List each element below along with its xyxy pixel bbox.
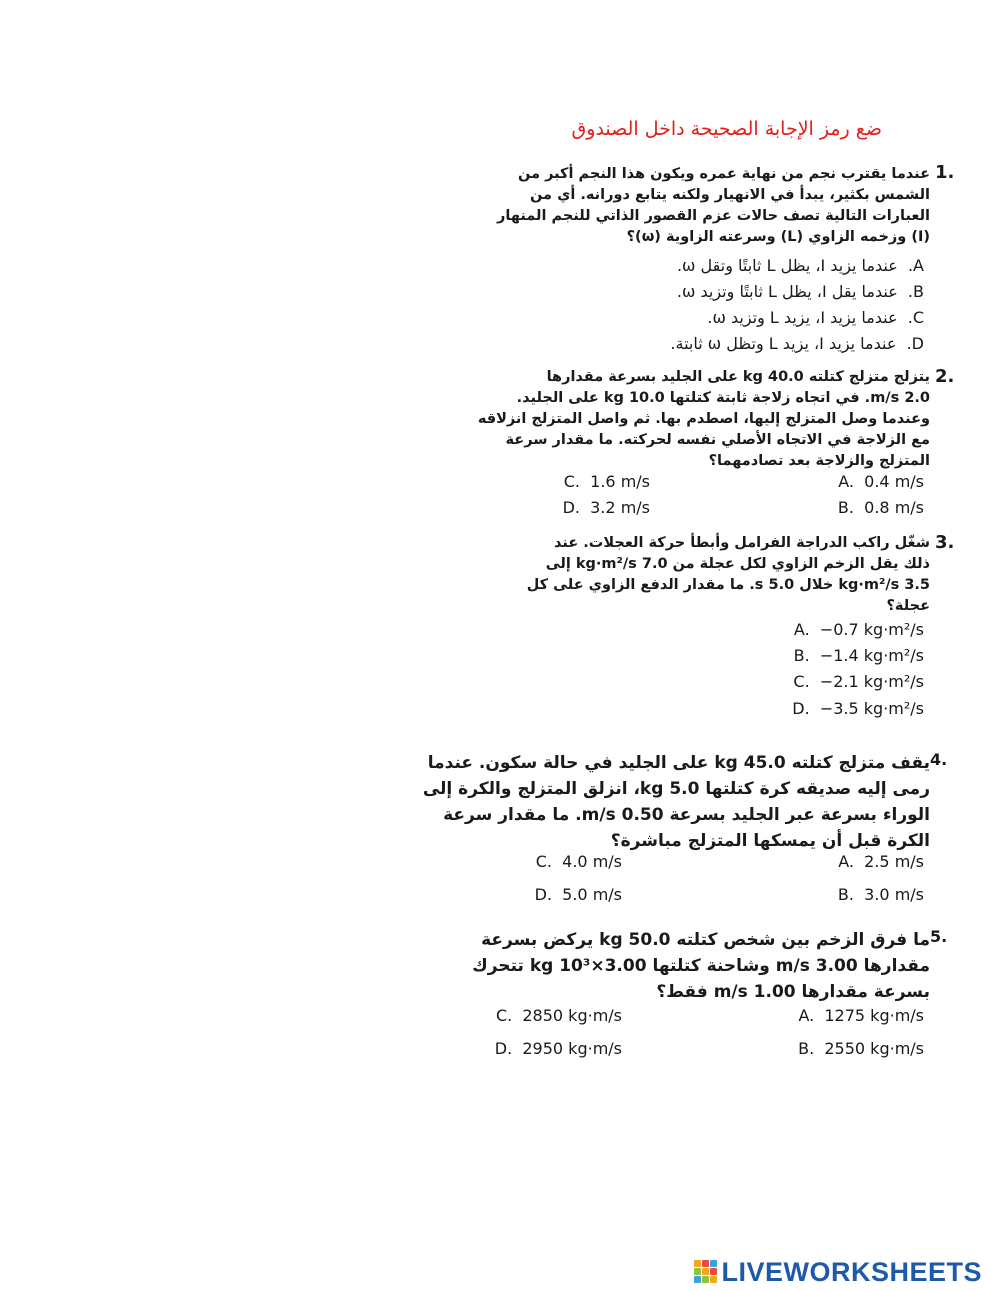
- option-text: 1.6 m/s: [590, 472, 650, 491]
- liveworksheets-logo[interactable]: [694, 1257, 982, 1287]
- option-label: B.: [837, 498, 854, 517]
- question-number: 3.: [935, 532, 955, 553]
- question-line: بسرعة مقدارها 1.00 m/s فقط؟: [656, 982, 930, 1002]
- option-B[interactable]: [798, 1039, 924, 1058]
- question-4: [310, 750, 930, 854]
- question-1: [410, 164, 930, 248]
- option-label: D.: [534, 885, 552, 904]
- option-text: 2550 kg·m/s: [824, 1039, 924, 1058]
- option-C[interactable]: [496, 1006, 622, 1025]
- option-A[interactable]: [677, 256, 924, 275]
- option-text: 4.0 m/s: [562, 852, 622, 871]
- question-2: [370, 367, 930, 472]
- question-line: عندما يقترب نجم من نهاية عمره ويكون هذا النجم أكبر من: [518, 166, 930, 182]
- option-D[interactable]: [792, 699, 924, 718]
- option-B[interactable]: [794, 646, 924, 665]
- question-line: شغّل راكب الدراجة الفرامل وأبطأ حركة العجلات. عند: [554, 535, 930, 551]
- option-text: 0.8 m/s: [864, 498, 924, 517]
- question-line: الكرة قبل أن يمسكها المتزلج مباشرة؟: [610, 831, 930, 851]
- question-line: 3.5 kg·m²/s خلال 5.0 s. ما مقدار الدفع الزاوي على كل: [526, 577, 930, 593]
- option-text: 3.2 m/s: [590, 498, 650, 517]
- question-line: يقف متزلج كتلته 45.0 kg على الجليد في حالة سكون. عندما: [427, 753, 930, 773]
- option-text: 3.0 m/s: [864, 885, 924, 904]
- logo-icon: [694, 1260, 718, 1284]
- option-label: B.: [837, 885, 854, 904]
- option-label: A.: [793, 620, 810, 639]
- option-C[interactable]: [707, 308, 924, 327]
- question-number: 1.: [935, 162, 955, 183]
- option-text: 2950 kg·m/s: [522, 1039, 622, 1058]
- question-line: وعندما وصل المتزلج إليها، اصطدم بها. ثم واصل المتزلج انزلاقه: [477, 411, 930, 427]
- option-D[interactable]: [495, 1039, 622, 1058]
- option-text: 2.5 m/s: [864, 852, 924, 871]
- option-label: C.: [563, 472, 580, 491]
- option-label: A.: [907, 256, 924, 275]
- option-label: C.: [535, 852, 552, 871]
- question-line: الوراء بسرعة عبر الجليد بسرعة 0.50 m/s. ما مقدار سرعة: [443, 805, 930, 825]
- option-label: B.: [907, 282, 924, 301]
- question-line: العبارات التالية تصف حالات عزم القصور الذاتي للنجم المنهار: [497, 208, 930, 224]
- option-C[interactable]: [793, 672, 924, 691]
- logo-text: LIVEWORKSHEETS: [721, 1256, 982, 1287]
- question-line: (I) وزخمه الزاوي (L) وسرعته الزاوية (ω)؟: [626, 229, 930, 245]
- option-text: −3.5 kg·m²/s: [819, 699, 924, 718]
- question-line: مقدارها 3.00 m/s وشاحنة كتلتها 3.00×10³ kg تتحرك: [472, 956, 930, 976]
- option-text: عندما يزيد I، يزيد L وتظل ω ثابتة.: [670, 334, 897, 353]
- question-number: 5.: [930, 927, 948, 946]
- option-label: D.: [792, 699, 810, 718]
- option-B[interactable]: [677, 282, 924, 301]
- option-label: A.: [838, 852, 854, 871]
- option-B[interactable]: [838, 885, 924, 904]
- page-title: ضع رمز الإجابة الصحيحة داخل الصندوق: [571, 118, 882, 140]
- option-label: D.: [494, 1039, 513, 1058]
- option-text: عندما يزيد I، يزيد L وتزيد ω.: [707, 308, 898, 327]
- option-D[interactable]: [563, 498, 650, 517]
- option-text: −2.1 kg·m²/s: [819, 672, 924, 691]
- option-text: 2850 kg·m/s: [522, 1006, 622, 1025]
- option-A[interactable]: [794, 620, 924, 639]
- option-text: 5.0 m/s: [562, 885, 622, 904]
- question-line: ذلك يقل الزخم الزاوي لكل عجلة من 7.0 kg·m²/s إلى: [545, 556, 930, 572]
- option-text: عندما يزيد I، يظل L ثابتًا وتقل ω.: [676, 256, 898, 275]
- option-label: B.: [793, 646, 810, 665]
- option-A[interactable]: [838, 472, 924, 491]
- option-B[interactable]: [838, 498, 924, 517]
- question-line: 2.0 m/s. في اتجاه زلاجة ثابتة كتلتها 10.0 kg على الجليد.: [516, 390, 930, 406]
- option-label: D.: [906, 334, 924, 353]
- option-label: A.: [798, 1006, 815, 1025]
- question-5: [310, 927, 930, 1005]
- option-text: −1.4 kg·m²/s: [819, 646, 924, 665]
- option-D[interactable]: [535, 885, 622, 904]
- question-line: مع الزلاجة في الاتجاه الأصلي نفسه لحركته. ما مقدار سرعة: [505, 432, 930, 448]
- option-C[interactable]: [536, 852, 622, 871]
- question-line: المتزلج والزلاجة بعد تصادمهما؟: [708, 453, 930, 469]
- option-label: B.: [798, 1039, 815, 1058]
- option-label: D.: [562, 498, 580, 517]
- question-number: 2.: [935, 366, 955, 387]
- option-A[interactable]: [798, 1006, 924, 1025]
- option-label: C.: [495, 1006, 513, 1025]
- option-text: −0.7 kg·m²/s: [819, 620, 924, 639]
- option-D[interactable]: [670, 334, 924, 353]
- option-A[interactable]: [838, 852, 924, 871]
- option-label: C.: [907, 308, 924, 327]
- question-line: يتزلج متزلج كتلته 40.0 kg على الجليد بسرعة مقدارها: [546, 369, 930, 385]
- option-label: C.: [793, 672, 810, 691]
- question-line: رمى إليه صديقه كرة كتلتها 5.0 kg، انزلق المتزلج والكرة إلى: [422, 779, 930, 799]
- question-line: ما فرق الزخم بين شخص كتلته 50.0 kg يركض بسرعة: [481, 930, 930, 950]
- option-C[interactable]: [564, 472, 650, 491]
- question-3: [390, 533, 930, 617]
- question-line: الشمس بكثير، يبدأ في الانهيار ولكنه يتابع دورانه. أي من: [530, 187, 930, 203]
- option-text: 0.4 m/s: [864, 472, 924, 491]
- question-number: 4.: [930, 750, 948, 769]
- option-label: A.: [838, 472, 854, 491]
- question-line: عجلة؟: [886, 598, 930, 614]
- option-text: 1275 kg·m/s: [824, 1006, 924, 1025]
- option-text: عندما يقل I، يظل L ثابتًا وتزيد ω.: [676, 282, 898, 301]
